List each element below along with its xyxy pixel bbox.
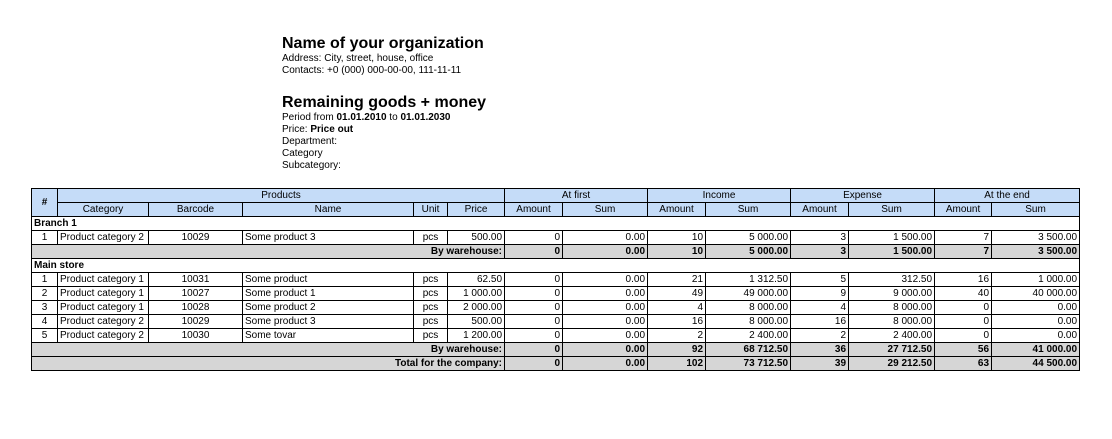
warehouse-group-row	[32, 217, 1080, 231]
col-header-expense-amount: Amount	[791, 203, 849, 217]
company-total-income-amount: 102	[648, 357, 706, 371]
col-header-at-first-sum: Sum	[563, 203, 648, 217]
cell-income-sum: 1 312.50	[706, 273, 791, 287]
organization-name: Name of your organization	[282, 35, 484, 52]
cell-category: Product category 2	[58, 231, 149, 245]
row-number: 3	[32, 301, 58, 315]
warehouse-subtotal-income-amount: 10	[648, 245, 706, 259]
col-header-barcode: Barcode	[149, 203, 243, 217]
cell-at-first-amount: 0	[505, 231, 563, 245]
row-number: 4	[32, 315, 58, 329]
cell-category: Product category 1	[58, 273, 149, 287]
cell-income-sum: 5 000.00	[706, 231, 791, 245]
row-number: 5	[32, 329, 58, 343]
col-header-price: Price	[448, 203, 505, 217]
cell-at-first-amount: 0	[505, 301, 563, 315]
cell-income-sum: 8 000.00	[706, 315, 791, 329]
cell-income-sum: 49 000.00	[706, 287, 791, 301]
cell-at-end-amount: 0	[935, 301, 992, 315]
company-total-expense-amount: 39	[791, 357, 849, 371]
table-row	[32, 315, 1080, 329]
row-number: 1	[32, 273, 58, 287]
warehouse-subtotal-label: By warehouse:	[32, 343, 505, 357]
price-value: Price out	[310, 124, 354, 135]
cell-expense-amount: 3	[791, 231, 849, 245]
cell-category: Product category 2	[58, 315, 149, 329]
cell-unit: pcs	[414, 329, 448, 343]
company-total-expense-sum: 29 212.50	[849, 357, 935, 371]
col-header-income-amount: Amount	[648, 203, 706, 217]
cell-at-first-amount: 0	[505, 329, 563, 343]
period-from: 01.01.2010	[336, 112, 387, 123]
report-title: Remaining goods + money	[282, 94, 487, 111]
cell-price: 2 000.00	[448, 301, 505, 315]
warehouse-subtotal-at-end-amount: 7	[935, 245, 992, 259]
cell-name: Some product 1	[243, 287, 414, 301]
group-header-income: Income	[648, 189, 791, 203]
cell-income-amount: 4	[648, 301, 706, 315]
report-price: Price: Price out	[282, 124, 354, 135]
cell-at-end-sum: 0.00	[992, 315, 1080, 329]
warehouse-subtotal-row	[32, 343, 1080, 357]
col-header-unit: Unit	[414, 203, 448, 217]
warehouse-subtotal-at-end-sum: 41 000.00	[992, 343, 1080, 357]
cell-expense-sum: 1 500.00	[849, 231, 935, 245]
cell-at-first-sum: 0.00	[563, 231, 648, 245]
cell-at-end-amount: 7	[935, 231, 992, 245]
group-header-products: Products	[58, 189, 505, 203]
warehouse-subtotal-row	[32, 245, 1080, 259]
cell-price: 1 000.00	[448, 287, 505, 301]
warehouse-name: Branch 1	[32, 217, 1080, 231]
organization-contacts: Contacts: +0 (000) 000-00-00, 111-11-11	[282, 65, 462, 76]
cell-at-end-sum: 0.00	[992, 301, 1080, 315]
cell-expense-amount: 2	[791, 329, 849, 343]
warehouse-subtotal-at-first-sum: 0.00	[563, 245, 648, 259]
cell-at-first-amount: 0	[505, 273, 563, 287]
cell-at-first-sum: 0.00	[563, 315, 648, 329]
warehouse-subtotal-income-sum: 5 000.00	[706, 245, 791, 259]
col-header-income-sum: Sum	[706, 203, 791, 217]
col-header-at-end-sum: Sum	[992, 203, 1080, 217]
report-department: Department:	[282, 136, 338, 147]
cell-price: 1 200.00	[448, 329, 505, 343]
cell-expense-sum: 8 000.00	[849, 315, 935, 329]
cell-name: Some product 3	[243, 315, 414, 329]
company-total-at-first-amount: 0	[505, 357, 563, 371]
warehouse-subtotal-income-amount: 92	[648, 343, 706, 357]
cell-at-end-amount: 0	[935, 315, 992, 329]
cell-barcode: 10029	[149, 315, 243, 329]
cell-barcode: 10029	[149, 231, 243, 245]
cell-income-amount: 10	[648, 231, 706, 245]
group-header-at-first: At first	[505, 189, 648, 203]
company-total-label: Total for the company:	[32, 357, 505, 371]
cell-unit: pcs	[414, 301, 448, 315]
company-total-at-end-amount: 63	[935, 357, 992, 371]
cell-category: Product category 1	[58, 287, 149, 301]
company-total-at-end-sum: 44 500.00	[992, 357, 1080, 371]
organization-address: Address: City, street, house, office	[282, 53, 434, 64]
cell-category: Product category 2	[58, 329, 149, 343]
table-row	[32, 231, 1080, 245]
cell-at-first-amount: 0	[505, 287, 563, 301]
report-category: Category	[282, 148, 323, 159]
group-header-expense: Expense	[791, 189, 935, 203]
company-total-income-sum: 73 712.50	[706, 357, 791, 371]
col-header-number: #	[32, 189, 58, 217]
col-header-at-end-amount: Amount	[935, 203, 992, 217]
cell-at-first-sum: 0.00	[563, 273, 648, 287]
warehouse-subtotal-income-sum: 68 712.50	[706, 343, 791, 357]
cell-name: Some product 3	[243, 231, 414, 245]
cell-expense-sum: 8 000.00	[849, 301, 935, 315]
warehouse-subtotal-at-first-amount: 0	[505, 245, 563, 259]
cell-category: Product category 1	[58, 301, 149, 315]
cell-at-first-sum: 0.00	[563, 301, 648, 315]
cell-barcode: 10030	[149, 329, 243, 343]
cell-barcode: 10031	[149, 273, 243, 287]
report-period: Period from 01.01.2010 to 01.01.2030	[282, 112, 451, 123]
cell-price: 62.50	[448, 273, 505, 287]
cell-name: Some product	[243, 273, 414, 287]
warehouse-subtotal-at-end-sum: 3 500.00	[992, 245, 1080, 259]
remaining-goods-table	[31, 188, 1080, 371]
cell-name: Some product 2	[243, 301, 414, 315]
report-header	[282, 34, 486, 172]
warehouse-subtotal-label: By warehouse:	[32, 245, 505, 259]
table-row	[32, 273, 1080, 287]
cell-price: 500.00	[448, 231, 505, 245]
table-row	[32, 287, 1080, 301]
col-header-category: Category	[58, 203, 149, 217]
report-subcategory: Subcategory:	[282, 160, 341, 171]
row-number: 2	[32, 287, 58, 301]
cell-expense-amount: 5	[791, 273, 849, 287]
cell-unit: pcs	[414, 287, 448, 301]
cell-income-amount: 21	[648, 273, 706, 287]
warehouse-subtotal-at-end-amount: 56	[935, 343, 992, 357]
cell-at-end-sum: 3 500.00	[992, 231, 1080, 245]
col-header-name: Name	[243, 203, 414, 217]
cell-expense-sum: 312.50	[849, 273, 935, 287]
cell-expense-sum: 2 400.00	[849, 329, 935, 343]
cell-name: Some tovar	[243, 329, 414, 343]
cell-expense-amount: 9	[791, 287, 849, 301]
cell-expense-sum: 9 000.00	[849, 287, 935, 301]
cell-price: 500.00	[448, 315, 505, 329]
cell-income-amount: 49	[648, 287, 706, 301]
cell-at-end-amount: 40	[935, 287, 992, 301]
cell-unit: pcs	[414, 315, 448, 329]
warehouse-subtotal-at-first-sum: 0.00	[563, 343, 648, 357]
cell-barcode: 10028	[149, 301, 243, 315]
cell-barcode: 10027	[149, 287, 243, 301]
col-header-expense-sum: Sum	[849, 203, 935, 217]
warehouse-subtotal-expense-sum: 27 712.50	[849, 343, 935, 357]
company-total-row	[32, 357, 1080, 371]
cell-income-sum: 2 400.00	[706, 329, 791, 343]
company-total-at-first-sum: 0.00	[563, 357, 648, 371]
cell-at-first-amount: 0	[505, 315, 563, 329]
warehouse-subtotal-expense-sum: 1 500.00	[849, 245, 935, 259]
cell-income-sum: 8 000.00	[706, 301, 791, 315]
warehouse-group-row	[32, 259, 1080, 273]
cell-expense-amount: 16	[791, 315, 849, 329]
group-header-at-end: At the end	[935, 189, 1080, 203]
warehouse-subtotal-expense-amount: 36	[791, 343, 849, 357]
col-header-at-first-amount: Amount	[505, 203, 563, 217]
warehouse-subtotal-expense-amount: 3	[791, 245, 849, 259]
cell-income-amount: 2	[648, 329, 706, 343]
table-row	[32, 329, 1080, 343]
cell-at-first-sum: 0.00	[563, 329, 648, 343]
cell-at-first-sum: 0.00	[563, 287, 648, 301]
warehouse-subtotal-at-first-amount: 0	[505, 343, 563, 357]
table-body	[32, 217, 1080, 371]
cell-expense-amount: 4	[791, 301, 849, 315]
cell-unit: pcs	[414, 231, 448, 245]
period-to: 01.01.2030	[400, 112, 451, 123]
table-row	[32, 301, 1080, 315]
cell-unit: pcs	[414, 273, 448, 287]
cell-at-end-sum: 1 000.00	[992, 273, 1080, 287]
cell-income-amount: 16	[648, 315, 706, 329]
cell-at-end-sum: 0.00	[992, 329, 1080, 343]
cell-at-end-amount: 0	[935, 329, 992, 343]
warehouse-name: Main store	[32, 259, 1080, 273]
cell-at-end-sum: 40 000.00	[992, 287, 1080, 301]
cell-at-end-amount: 16	[935, 273, 992, 287]
row-number: 1	[32, 231, 58, 245]
